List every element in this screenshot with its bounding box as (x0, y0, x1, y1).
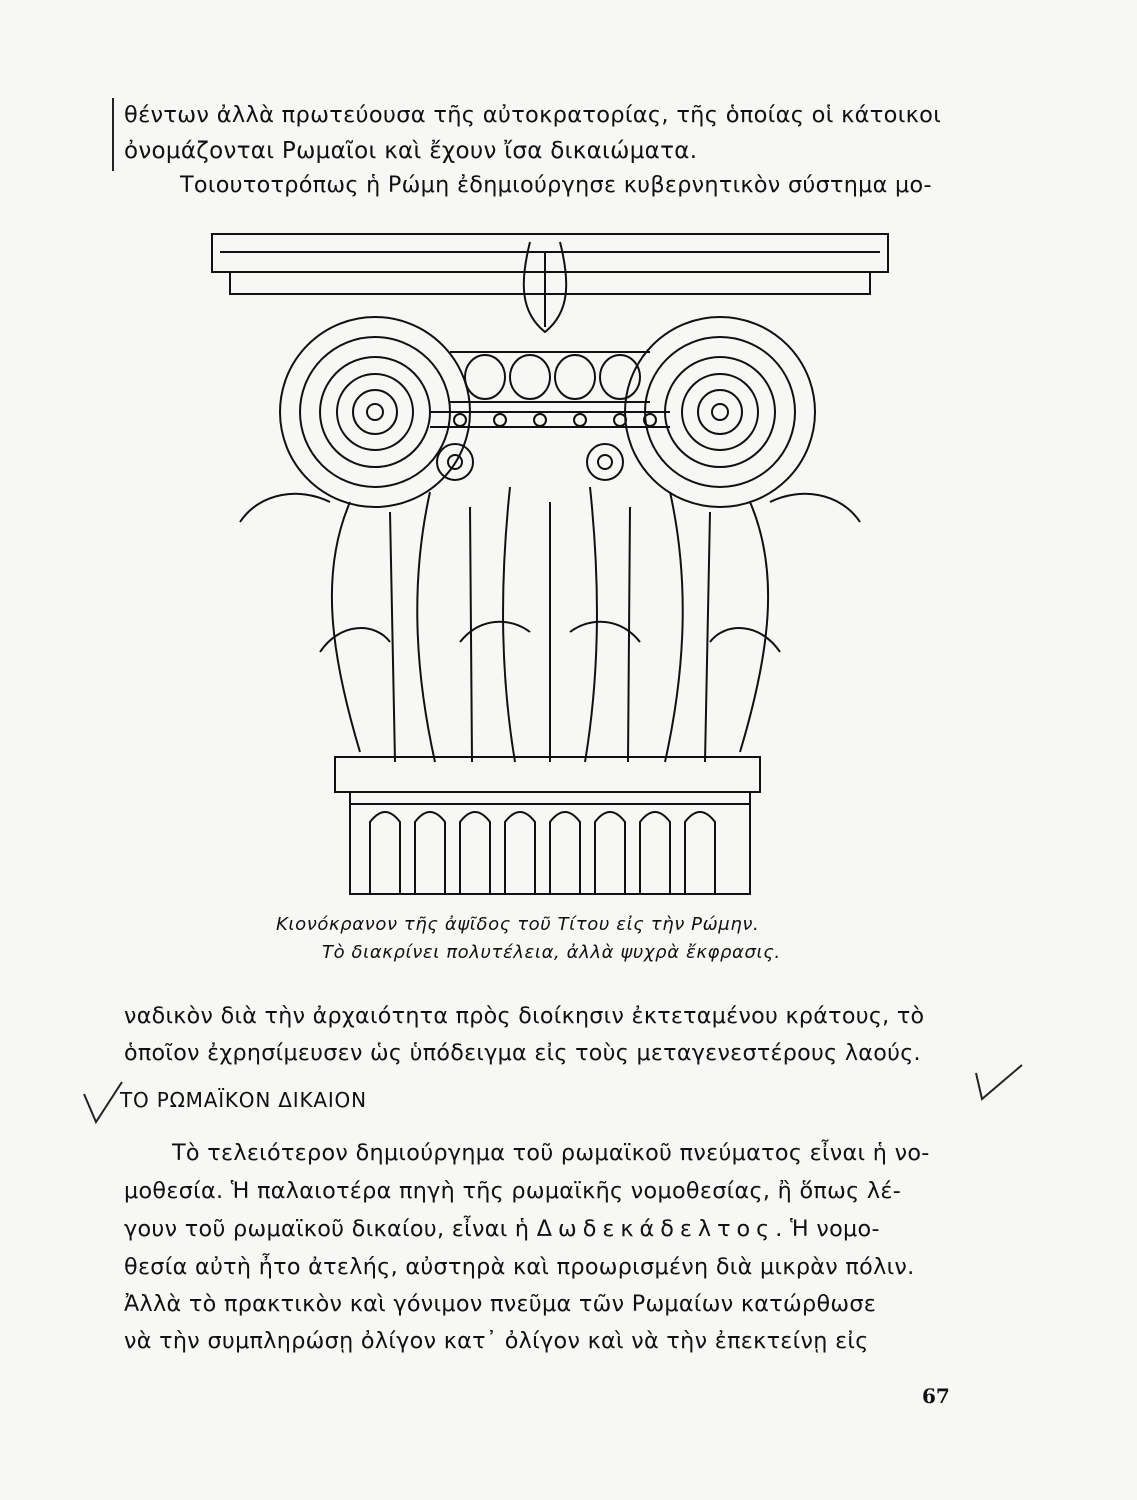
top-line-2: ὀνομάζονται Ρωμαῖοι καὶ ἔχουν ἴσα δικαιώματα. (124, 138, 698, 164)
bottom-line-6: νὰ τὴν συμπληρώσῃ ὀλίγον κατ᾽ ὀλίγον καὶ νὰ τὴν ἐπεκτείνῃ εἰς (124, 1328, 869, 1354)
figure-caption-line-2: Τὸ διακρίνει πολυτέλεια, ἀλλὰ ψυχρὰ ἔκφρασις. (322, 942, 781, 963)
bottom-line-5: Ἀλλὰ τὸ πρακτικὸν καὶ γόνιμον πνεῦμα τῶν Ρωμαίων κατώρθωσε (124, 1291, 877, 1317)
figure-caption-line-1: Κιονόκρανον τῆς ἀψῖδος τοῦ Τίτου εἰς τὴν Ρώμην. (276, 914, 760, 935)
bottom-line-2: μοθεσία. Ἡ παλαιοτέρα πηγὴ τῆς ρωμαϊκῆς νομοθεσίας, ἢ ὅπως λέ- (124, 1178, 902, 1204)
section-heading: ΤΟ ΡΩΜΑΪΚΟΝ ΔΙΚΑΙΟΝ (120, 1088, 367, 1112)
dodekadeltos-term: Δωδεκάδελτος (536, 1216, 776, 1242)
top-line-3: Τοιουτοτρόπως ἡ Ρώμη ἐδημιούργησε κυβερνητικὸν σύστημα μο- (180, 172, 932, 198)
bottom-line-3-end: . Ἡ νομο- (775, 1216, 880, 1242)
bottom-line-1: Τὸ τελειότερον δημιούργημα τοῦ ρωμαϊκοῦ πνεύματος εἶναι ἡ νο- (172, 1140, 930, 1166)
bottom-line-3-start: γουν τοῦ ρωμαϊκοῦ δικαίου, εἶναι ἡ (124, 1216, 530, 1242)
check-mark-right (968, 1055, 1028, 1105)
middle-line-2: ὁποῖον ἐχρησίμευσεν ὡς ὑπόδειγμα εἰς τοὺς μεταγενεστέρους λαούς. (124, 1040, 921, 1066)
bottom-line-3 (124, 1216, 880, 1242)
margin-mark-left (108, 96, 118, 176)
middle-line-1: ναδικὸν διὰ τὴν ἀρχαιότητα πρὸς διοίκησιν ἐκτεταμένου κράτους, τὸ (124, 1003, 925, 1029)
top-line-1: θέντων ἀλλὰ πρωτεύουσα τῆς αὐτοκρατορίας, τῆς ὁποίας οἱ κάτοικοι (124, 102, 942, 128)
page-number: 67 (922, 1384, 950, 1408)
bottom-line-4: θεσία αὐτὴ ἦτο ἀτελής, αὐστηρὰ καὶ προωρισμένη διὰ μικρὰν πόλιν. (124, 1254, 915, 1280)
column-capital-illustration (200, 222, 900, 912)
